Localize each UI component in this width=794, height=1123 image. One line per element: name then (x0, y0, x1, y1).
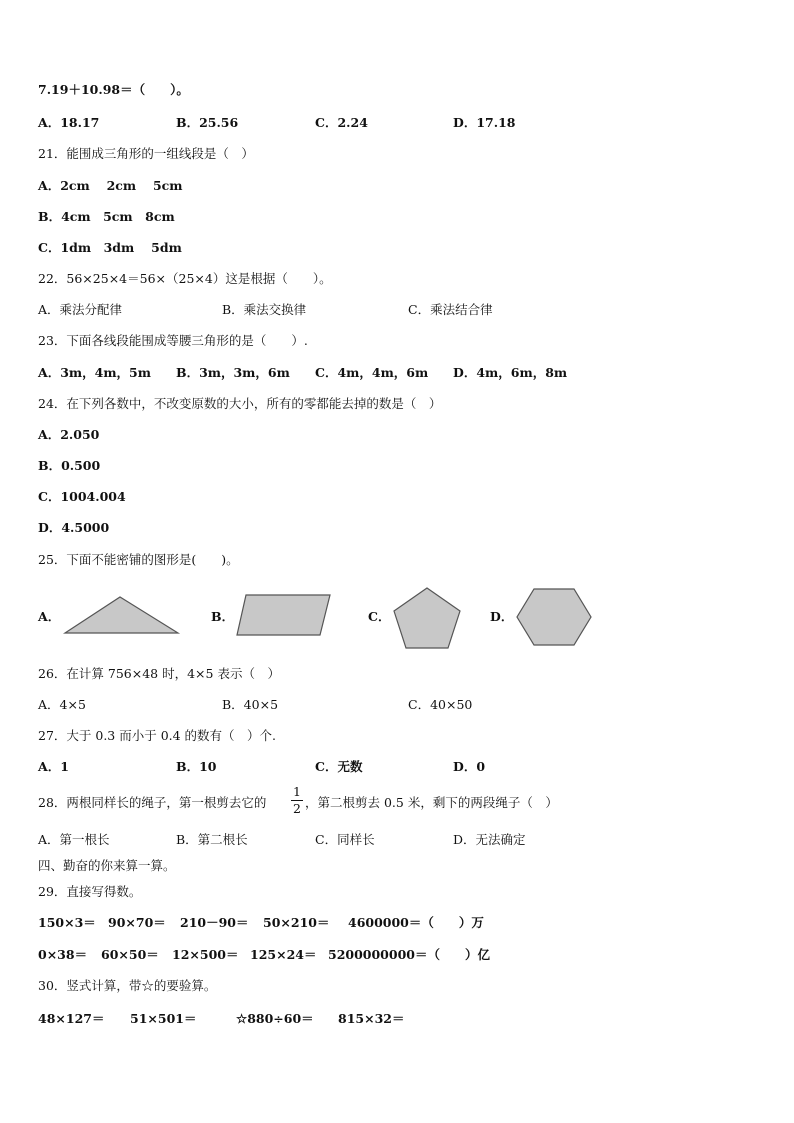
q21-stem: 21．能围成三角形的一组线段是（ ） (38, 146, 254, 161)
q27-stem: 27．大于 0.3 而小于 0.4 的数有（ ）个. (38, 728, 277, 743)
section-4-title: 四、勤奋的你来算一算。 (38, 858, 176, 873)
q30-item-4: 815×32＝ (338, 1011, 405, 1026)
q28-option-c: C．同样长 (315, 832, 375, 847)
q29-row1-item-2: 90×70＝ (108, 915, 166, 930)
q29-row2-item-4: 125×24＝ (250, 947, 317, 962)
q24-stem: 24．在下列各数中，不改变原数的大小，所有的零都能去掉的数是（ ） (38, 396, 442, 411)
q28-stem-before: 28．两根同样长的绳子，第一根剪去它的 (38, 795, 267, 810)
q25-stem: 25．下面不能密铺的图形是( )。 (38, 552, 239, 567)
q21-option-c: C．1dm 3dm 5dm (38, 240, 182, 255)
q20-option-a: A．18.17 (38, 115, 100, 130)
q20-stem: 7.19＋10.98＝（ ）。 (38, 82, 189, 97)
q23-stem: 23．下面各线段能围成等腰三角形的是（ ）. (38, 333, 308, 348)
q26-stem: 26．在计算 756×48 时，4×5 表示（ ） (38, 666, 280, 681)
q25-option-b-label: B． (211, 609, 235, 624)
q24-option-d: D．4.5000 (38, 520, 110, 535)
q27-option-a: A．1 (38, 759, 69, 774)
q30-item-3: ☆880÷60＝ (236, 1011, 314, 1026)
q26-option-b: B．40×5 (222, 697, 279, 712)
q20-option-b: B．25.56 (176, 115, 239, 130)
fraction-numerator: 1 (293, 784, 301, 799)
q29-row1-item-4: 50×210＝ (263, 915, 330, 930)
q25-parallelogram-shape (234, 592, 334, 638)
q25-option-a-label: A． (38, 609, 61, 624)
q24-option-a: A．2.050 (38, 427, 100, 442)
q23-option-d: D．4m，6m，8m (453, 365, 568, 380)
q23-option-c: C．4m，4m，6m (315, 365, 429, 380)
q28-option-a: A．第一根长 (38, 832, 110, 847)
q25-option-c-label: C． (368, 609, 391, 624)
q29-row1-item-1: 150×3＝ (38, 915, 96, 930)
q27-option-d: D．0 (453, 759, 486, 774)
q22-stem: 22．56×25×4＝56×（25×4）这是根据（ ）。 (38, 271, 332, 286)
q28-option-b: B．第二根长 (176, 832, 248, 847)
q29-row2-item-1: 0×38＝ (38, 947, 88, 962)
q26-option-a: A．4×5 (38, 697, 86, 712)
q29-row1-item-5: 4600000＝（ ）万 (348, 915, 484, 930)
q24-option-c: C．1004.004 (38, 489, 126, 504)
q22-option-a: A．乘法分配律 (38, 302, 123, 317)
q29-row2-item-3: 12×500＝ (172, 947, 239, 962)
q24-option-b: B．0.500 (38, 458, 101, 473)
q23-option-a: A．3m，4m，5m (38, 365, 151, 380)
q25-option-d-label: D． (490, 609, 514, 624)
q29-row1-item-3: 210－90＝ (180, 915, 249, 930)
q29-row2-item-2: 60×50＝ (101, 947, 159, 962)
q27-option-b: B．10 (176, 759, 217, 774)
q29-row2-item-5: 5200000000＝（ ）亿 (328, 947, 490, 962)
q25-triangle-shape (62, 594, 182, 636)
q22-option-c: C．乘法结合律 (408, 302, 493, 317)
q20-option-c: C．2.24 (315, 115, 368, 130)
q27-option-c: C．无数 (315, 759, 363, 774)
q28-fraction (291, 785, 303, 816)
q25-pentagon-shape (390, 585, 464, 651)
fraction-denominator: 2 (293, 801, 301, 816)
q25-hexagon-shape (514, 586, 594, 648)
q29-stem: 29．直接写得数。 (38, 884, 142, 899)
q21-option-b: B．4cm 5cm 8cm (38, 209, 175, 224)
q20-option-d: D．17.18 (453, 115, 516, 130)
q30-stem: 30．竖式计算，带☆的要验算。 (38, 978, 217, 993)
q26-option-c: C．40×50 (408, 697, 473, 712)
q28-stem-after: ，第二根剪去 0.5 米，剩下的两段绳子（ ） (305, 795, 558, 810)
q30-item-1: 48×127＝ (38, 1011, 105, 1026)
q22-option-b: B．乘法交换律 (222, 302, 307, 317)
q28-option-d: D．无法确定 (453, 832, 526, 847)
q23-option-b: B．3m，3m，6m (176, 365, 290, 380)
q21-option-a: A．2cm 2cm 5cm (38, 178, 183, 193)
q30-item-2: 51×501＝ (130, 1011, 197, 1026)
